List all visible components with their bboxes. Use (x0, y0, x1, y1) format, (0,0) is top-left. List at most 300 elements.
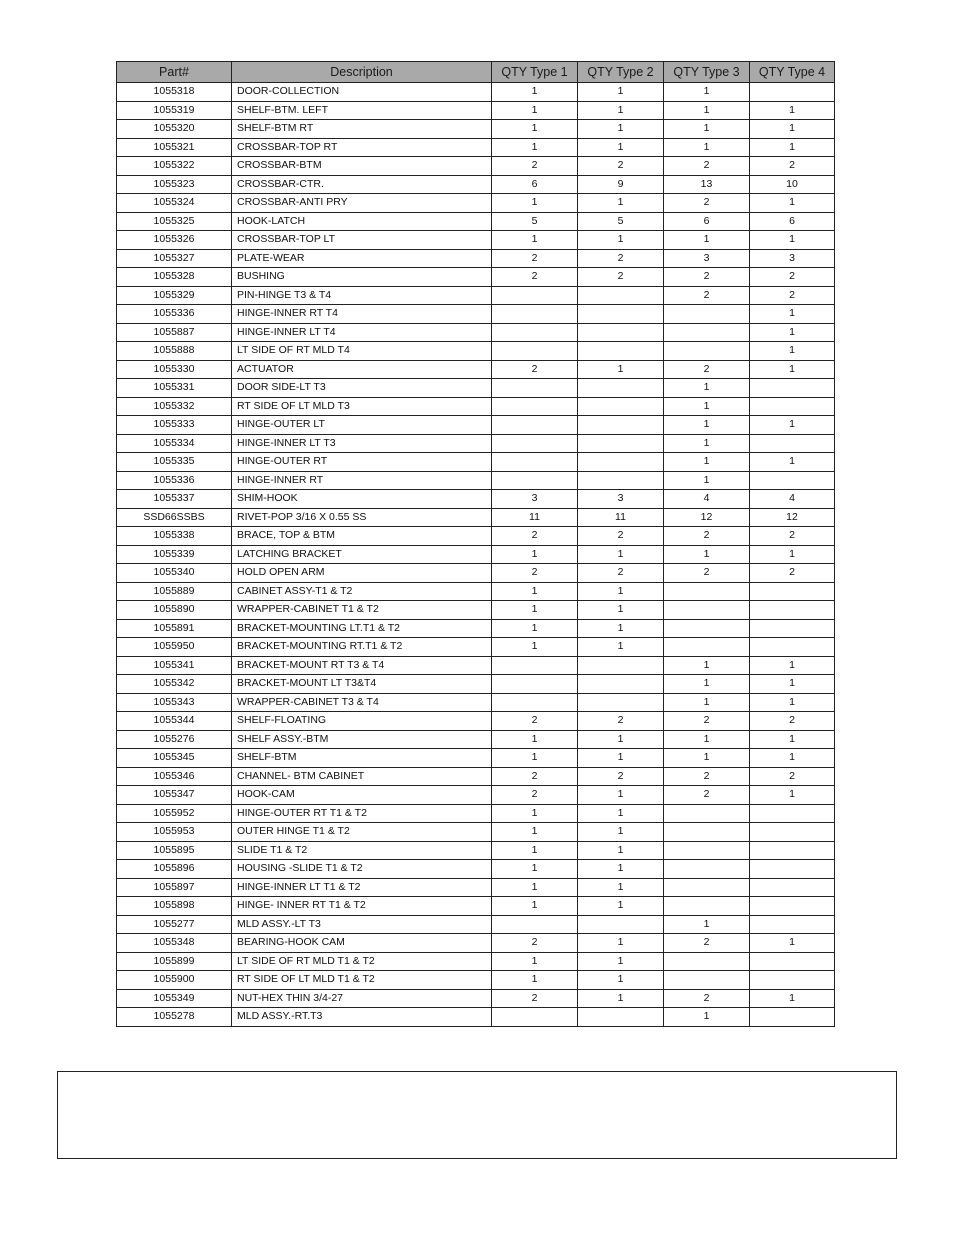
qty-type-3-cell: 1 (664, 120, 750, 139)
qty-type-1-cell: 1 (492, 582, 578, 601)
qty-type-1-cell (492, 323, 578, 342)
qty-type-1-cell: 11 (492, 508, 578, 527)
part-number-cell: 1055344 (117, 712, 232, 731)
description-cell: CHANNEL- BTM CABINET (232, 767, 492, 786)
part-number-cell: 1055319 (117, 101, 232, 120)
qty-type-3-cell: 1 (664, 915, 750, 934)
qty-type-1-cell (492, 915, 578, 934)
qty-type-2-cell: 1 (578, 878, 664, 897)
table-row (117, 675, 835, 694)
qty-type-2-cell: 3 (578, 490, 664, 509)
table-row (117, 231, 835, 250)
qty-type-2-cell: 1 (578, 83, 664, 102)
qty-type-3-cell: 2 (664, 989, 750, 1008)
table-row (117, 712, 835, 731)
qty-type-4-cell: 10 (750, 175, 835, 194)
qty-type-3-cell (664, 878, 750, 897)
part-number-cell: 1055325 (117, 212, 232, 231)
qty-type-1-cell (492, 656, 578, 675)
part-number-cell: 1055341 (117, 656, 232, 675)
qty-type-4-cell (750, 952, 835, 971)
table-row (117, 804, 835, 823)
qty-type-1-cell: 1 (492, 841, 578, 860)
table-row (117, 841, 835, 860)
table-row (117, 601, 835, 620)
qty-type-1-cell: 1 (492, 897, 578, 916)
qty-type-4-cell: 2 (750, 268, 835, 287)
qty-type-4-cell: 1 (750, 934, 835, 953)
qty-type-4-cell: 2 (750, 157, 835, 176)
description-cell: DOOR SIDE-LT T3 (232, 379, 492, 398)
table-row (117, 693, 835, 712)
qty-type-3-cell: 2 (664, 712, 750, 731)
qty-type-4-cell (750, 638, 835, 657)
qty-type-2-cell: 1 (578, 749, 664, 768)
qty-type-3-cell: 1 (664, 101, 750, 120)
qty-type-4-cell (750, 897, 835, 916)
part-number-cell: 1055318 (117, 83, 232, 102)
qty-type-1-cell: 1 (492, 804, 578, 823)
part-number-cell: 1055891 (117, 619, 232, 638)
qty-type-2-cell (578, 656, 664, 675)
qty-type-1-cell: 1 (492, 971, 578, 990)
part-number-cell: 1055347 (117, 786, 232, 805)
table-row (117, 730, 835, 749)
parts-table-body (117, 83, 835, 1027)
part-number-cell: 1055890 (117, 601, 232, 620)
part-number-cell: 1055342 (117, 675, 232, 694)
qty-type-2-cell: 2 (578, 564, 664, 583)
description-cell: SHELF-BTM (232, 749, 492, 768)
table-row (117, 120, 835, 139)
part-number-cell: 1055326 (117, 231, 232, 250)
part-number-cell: 1055327 (117, 249, 232, 268)
part-number-cell: 1055338 (117, 527, 232, 546)
table-row (117, 194, 835, 213)
qty-type-1-cell: 2 (492, 249, 578, 268)
qty-type-4-cell: 12 (750, 508, 835, 527)
qty-type-4-cell: 1 (750, 656, 835, 675)
qty-type-2-cell: 1 (578, 841, 664, 860)
qty-type-2-cell: 1 (578, 971, 664, 990)
part-number-cell: 1055337 (117, 490, 232, 509)
description-cell: SHELF-FLOATING (232, 712, 492, 731)
column-header-description: Description (232, 62, 492, 83)
qty-type-1-cell: 2 (492, 767, 578, 786)
qty-type-4-cell: 1 (750, 693, 835, 712)
qty-type-1-cell (492, 305, 578, 324)
qty-type-2-cell: 1 (578, 823, 664, 842)
qty-type-1-cell: 1 (492, 101, 578, 120)
qty-type-4-cell: 2 (750, 527, 835, 546)
qty-type-2-cell (578, 1008, 664, 1027)
qty-type-1-cell (492, 379, 578, 398)
qty-type-1-cell (492, 693, 578, 712)
qty-type-4-cell (750, 471, 835, 490)
qty-type-1-cell (492, 675, 578, 694)
table-row (117, 305, 835, 324)
qty-type-4-cell: 1 (750, 323, 835, 342)
qty-type-2-cell (578, 379, 664, 398)
description-cell: HINGE-OUTER RT (232, 453, 492, 472)
qty-type-1-cell: 2 (492, 157, 578, 176)
qty-type-4-cell: 1 (750, 786, 835, 805)
qty-type-1-cell: 5 (492, 212, 578, 231)
part-number-cell: 1055887 (117, 323, 232, 342)
qty-type-4-cell (750, 1008, 835, 1027)
qty-type-3-cell: 2 (664, 268, 750, 287)
description-cell: RT SIDE OF LT MLD T3 (232, 397, 492, 416)
table-row (117, 453, 835, 472)
part-number-cell: 1055952 (117, 804, 232, 823)
table-row (117, 490, 835, 509)
qty-type-1-cell (492, 397, 578, 416)
qty-type-4-cell: 1 (750, 342, 835, 361)
part-number-cell: 1055336 (117, 471, 232, 490)
qty-type-2-cell: 1 (578, 638, 664, 657)
qty-type-4-cell (750, 971, 835, 990)
qty-type-1-cell: 1 (492, 601, 578, 620)
table-row (117, 878, 835, 897)
qty-type-1-cell: 1 (492, 194, 578, 213)
column-header-qty-type-2: QTY Type 2 (578, 62, 664, 83)
description-cell: BEARING-HOOK CAM (232, 934, 492, 953)
part-number-cell: 1055340 (117, 564, 232, 583)
qty-type-2-cell: 11 (578, 508, 664, 527)
qty-type-4-cell (750, 397, 835, 416)
part-number-cell: 1055332 (117, 397, 232, 416)
table-row (117, 342, 835, 361)
table-row (117, 786, 835, 805)
description-cell: SHIM-HOOK (232, 490, 492, 509)
qty-type-2-cell: 2 (578, 268, 664, 287)
qty-type-4-cell: 4 (750, 490, 835, 509)
part-number-cell: 1055895 (117, 841, 232, 860)
qty-type-3-cell: 1 (664, 693, 750, 712)
table-row (117, 638, 835, 657)
description-cell: CROSSBAR-TOP LT (232, 231, 492, 250)
table-row (117, 212, 835, 231)
qty-type-2-cell (578, 693, 664, 712)
qty-type-1-cell: 1 (492, 545, 578, 564)
qty-type-1-cell: 2 (492, 786, 578, 805)
part-number-cell: 1055888 (117, 342, 232, 361)
qty-type-1-cell (492, 286, 578, 305)
qty-type-3-cell: 1 (664, 471, 750, 490)
table-row (117, 860, 835, 879)
qty-type-2-cell: 1 (578, 619, 664, 638)
qty-type-1-cell: 2 (492, 712, 578, 731)
qty-type-4-cell (750, 619, 835, 638)
column-header-qty-type-3: QTY Type 3 (664, 62, 750, 83)
part-number-cell: 1055898 (117, 897, 232, 916)
part-number-cell: 1055323 (117, 175, 232, 194)
qty-type-1-cell: 6 (492, 175, 578, 194)
qty-type-4-cell: 2 (750, 712, 835, 731)
qty-type-4-cell: 1 (750, 305, 835, 324)
qty-type-3-cell (664, 971, 750, 990)
part-number-cell: 1055899 (117, 952, 232, 971)
qty-type-4-cell: 1 (750, 730, 835, 749)
qty-type-4-cell: 1 (750, 120, 835, 139)
part-number-cell: 1055331 (117, 379, 232, 398)
column-header-qty-type-4: QTY Type 4 (750, 62, 835, 83)
qty-type-1-cell: 1 (492, 231, 578, 250)
qty-type-4-cell: 3 (750, 249, 835, 268)
qty-type-3-cell: 2 (664, 767, 750, 786)
table-row (117, 138, 835, 157)
description-cell: BUSHING (232, 268, 492, 287)
qty-type-3-cell: 1 (664, 83, 750, 102)
qty-type-4-cell (750, 601, 835, 620)
qty-type-1-cell: 2 (492, 934, 578, 953)
qty-type-4-cell: 1 (750, 231, 835, 250)
qty-type-4-cell (750, 915, 835, 934)
description-cell: RIVET-POP 3/16 X 0.55 SS (232, 508, 492, 527)
part-number-cell: 1055330 (117, 360, 232, 379)
table-row (117, 656, 835, 675)
qty-type-3-cell (664, 860, 750, 879)
qty-type-4-cell (750, 379, 835, 398)
table-row (117, 508, 835, 527)
qty-type-3-cell (664, 305, 750, 324)
qty-type-2-cell: 1 (578, 804, 664, 823)
qty-type-2-cell: 1 (578, 120, 664, 139)
qty-type-2-cell (578, 675, 664, 694)
part-number-cell: 1055343 (117, 693, 232, 712)
qty-type-1-cell: 2 (492, 564, 578, 583)
part-number-cell: 1055321 (117, 138, 232, 157)
part-number-cell: 1055336 (117, 305, 232, 324)
part-number-cell: 1055320 (117, 120, 232, 139)
description-cell: SHELF ASSY.-BTM (232, 730, 492, 749)
description-cell: DOOR-COLLECTION (232, 83, 492, 102)
table-row (117, 323, 835, 342)
qty-type-3-cell: 1 (664, 656, 750, 675)
part-number-cell: 1055953 (117, 823, 232, 842)
description-cell: HINGE-INNER RT T4 (232, 305, 492, 324)
description-cell: SHELF-BTM RT (232, 120, 492, 139)
qty-type-3-cell: 4 (664, 490, 750, 509)
qty-type-3-cell: 12 (664, 508, 750, 527)
qty-type-3-cell (664, 582, 750, 601)
qty-type-2-cell: 1 (578, 952, 664, 971)
qty-type-4-cell (750, 804, 835, 823)
qty-type-1-cell: 2 (492, 989, 578, 1008)
description-cell: PIN-HINGE T3 & T4 (232, 286, 492, 305)
qty-type-1-cell: 1 (492, 730, 578, 749)
qty-type-3-cell (664, 823, 750, 842)
qty-type-2-cell: 1 (578, 897, 664, 916)
part-number-cell: 1055324 (117, 194, 232, 213)
part-number-cell: 1055333 (117, 416, 232, 435)
qty-type-4-cell: 1 (750, 545, 835, 564)
table-row (117, 767, 835, 786)
description-cell: HINGE-INNER LT T1 & T2 (232, 878, 492, 897)
part-number-cell: 1055328 (117, 268, 232, 287)
part-number-cell: 1055349 (117, 989, 232, 1008)
qty-type-2-cell: 1 (578, 730, 664, 749)
part-number-cell: 1055329 (117, 286, 232, 305)
description-cell: LT SIDE OF RT MLD T1 & T2 (232, 952, 492, 971)
table-row (117, 527, 835, 546)
table-row (117, 360, 835, 379)
part-number-cell: 1055900 (117, 971, 232, 990)
qty-type-4-cell: 1 (750, 194, 835, 213)
qty-type-3-cell: 1 (664, 675, 750, 694)
qty-type-3-cell: 2 (664, 360, 750, 379)
description-cell: BRACKET-MOUNTING RT.T1 & T2 (232, 638, 492, 657)
description-cell: CROSSBAR-CTR. (232, 175, 492, 194)
qty-type-3-cell: 2 (664, 286, 750, 305)
part-number-cell: 1055950 (117, 638, 232, 657)
qty-type-1-cell: 1 (492, 619, 578, 638)
qty-type-1-cell: 1 (492, 638, 578, 657)
qty-type-3-cell: 2 (664, 934, 750, 953)
qty-type-1-cell (492, 434, 578, 453)
qty-type-2-cell (578, 305, 664, 324)
description-cell: LT SIDE OF RT MLD T4 (232, 342, 492, 361)
qty-type-3-cell: 1 (664, 138, 750, 157)
description-cell: HINGE-OUTER RT T1 & T2 (232, 804, 492, 823)
qty-type-2-cell: 2 (578, 712, 664, 731)
part-number-cell: 1055276 (117, 730, 232, 749)
table-row (117, 934, 835, 953)
part-number-cell: 1055334 (117, 434, 232, 453)
description-cell: HOOK-CAM (232, 786, 492, 805)
qty-type-4-cell: 1 (750, 989, 835, 1008)
qty-type-4-cell: 2 (750, 767, 835, 786)
qty-type-2-cell: 1 (578, 101, 664, 120)
description-cell: NUT-HEX THIN 3/4-27 (232, 989, 492, 1008)
qty-type-3-cell: 1 (664, 231, 750, 250)
qty-type-3-cell: 1 (664, 434, 750, 453)
qty-type-3-cell: 1 (664, 416, 750, 435)
description-cell: HINGE-INNER RT (232, 471, 492, 490)
qty-type-1-cell: 3 (492, 490, 578, 509)
description-cell: WRAPPER-CABINET T3 & T4 (232, 693, 492, 712)
qty-type-4-cell (750, 878, 835, 897)
qty-type-2-cell: 2 (578, 157, 664, 176)
description-cell: BRACKET-MOUNT RT T3 & T4 (232, 656, 492, 675)
description-cell: HOOK-LATCH (232, 212, 492, 231)
qty-type-2-cell (578, 471, 664, 490)
qty-type-4-cell (750, 823, 835, 842)
description-cell: HINGE- INNER RT T1 & T2 (232, 897, 492, 916)
qty-type-4-cell (750, 860, 835, 879)
qty-type-1-cell (492, 471, 578, 490)
qty-type-2-cell: 1 (578, 601, 664, 620)
qty-type-4-cell: 1 (750, 416, 835, 435)
qty-type-1-cell: 1 (492, 120, 578, 139)
table-row (117, 379, 835, 398)
qty-type-2-cell: 1 (578, 786, 664, 805)
part-number-cell: 1055346 (117, 767, 232, 786)
qty-type-4-cell: 6 (750, 212, 835, 231)
qty-type-3-cell: 6 (664, 212, 750, 231)
table-row (117, 989, 835, 1008)
table-row (117, 971, 835, 990)
part-number-cell: 1055322 (117, 157, 232, 176)
description-cell: BRACKET-MOUNTING LT.T1 & T2 (232, 619, 492, 638)
qty-type-1-cell (492, 1008, 578, 1027)
qty-type-3-cell: 2 (664, 527, 750, 546)
table-row (117, 268, 835, 287)
qty-type-1-cell: 1 (492, 952, 578, 971)
qty-type-2-cell: 1 (578, 934, 664, 953)
description-cell: RT SIDE OF LT MLD T1 & T2 (232, 971, 492, 990)
qty-type-2-cell: 1 (578, 860, 664, 879)
qty-type-1-cell: 2 (492, 527, 578, 546)
table-row (117, 823, 835, 842)
qty-type-2-cell (578, 397, 664, 416)
part-number-cell: 1055335 (117, 453, 232, 472)
description-cell: CROSSBAR-ANTI PRY (232, 194, 492, 213)
qty-type-3-cell: 1 (664, 749, 750, 768)
column-header-part-number: Part# (117, 62, 232, 83)
qty-type-3-cell (664, 342, 750, 361)
table-row (117, 397, 835, 416)
table-header-row (117, 62, 835, 83)
table-row (117, 101, 835, 120)
qty-type-3-cell (664, 638, 750, 657)
qty-type-2-cell: 1 (578, 231, 664, 250)
qty-type-1-cell: 2 (492, 360, 578, 379)
table-row (117, 619, 835, 638)
qty-type-3-cell: 1 (664, 1008, 750, 1027)
qty-type-2-cell (578, 286, 664, 305)
qty-type-4-cell: 1 (750, 101, 835, 120)
table-row (117, 83, 835, 102)
qty-type-2-cell: 1 (578, 194, 664, 213)
qty-type-1-cell: 1 (492, 878, 578, 897)
column-header-qty-type-1: QTY Type 1 (492, 62, 578, 83)
description-cell: CROSSBAR-BTM (232, 157, 492, 176)
qty-type-4-cell: 2 (750, 286, 835, 305)
description-cell: OUTER HINGE T1 & T2 (232, 823, 492, 842)
qty-type-3-cell: 2 (664, 194, 750, 213)
qty-type-1-cell: 2 (492, 268, 578, 287)
qty-type-4-cell (750, 582, 835, 601)
table-row (117, 157, 835, 176)
table-row (117, 897, 835, 916)
part-number-cell: 1055277 (117, 915, 232, 934)
table-row (117, 545, 835, 564)
qty-type-4-cell (750, 434, 835, 453)
qty-type-3-cell: 1 (664, 730, 750, 749)
qty-type-3-cell: 1 (664, 453, 750, 472)
part-number-cell: 1055896 (117, 860, 232, 879)
table-row (117, 915, 835, 934)
parts-table (116, 61, 835, 1027)
qty-type-3-cell (664, 952, 750, 971)
description-cell: BRACE, TOP & BTM (232, 527, 492, 546)
qty-type-2-cell: 9 (578, 175, 664, 194)
qty-type-1-cell (492, 416, 578, 435)
part-number-cell: 1055278 (117, 1008, 232, 1027)
table-row (117, 249, 835, 268)
table-row (117, 286, 835, 305)
qty-type-4-cell: 1 (750, 749, 835, 768)
qty-type-2-cell: 1 (578, 582, 664, 601)
description-cell: LATCHING BRACKET (232, 545, 492, 564)
qty-type-3-cell (664, 601, 750, 620)
description-cell: HINGE-INNER LT T3 (232, 434, 492, 453)
qty-type-4-cell (750, 841, 835, 860)
qty-type-3-cell: 13 (664, 175, 750, 194)
qty-type-2-cell (578, 323, 664, 342)
table-row (117, 416, 835, 435)
